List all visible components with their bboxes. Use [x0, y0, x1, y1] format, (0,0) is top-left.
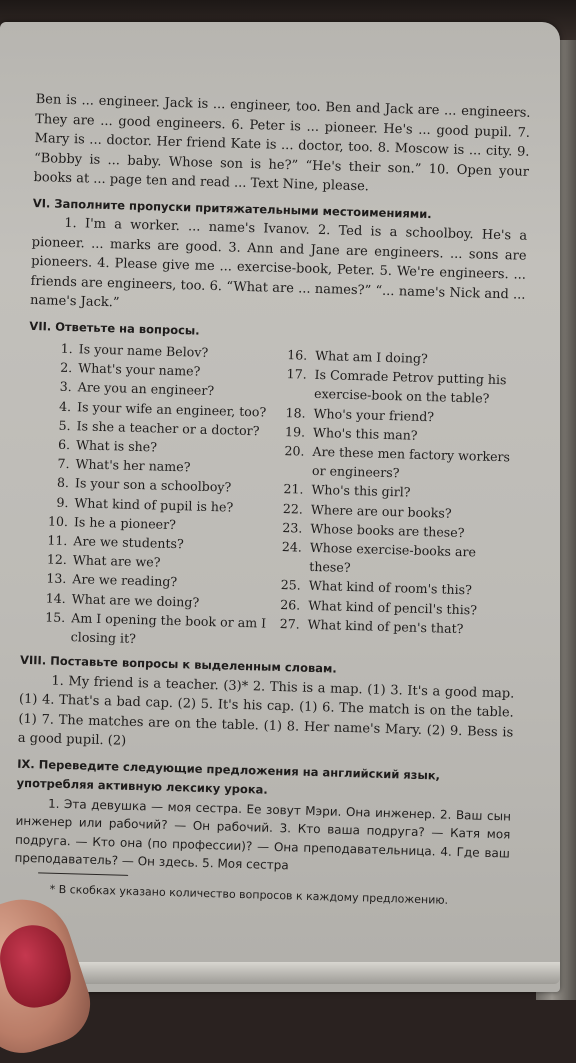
question-text: What kind of pen's that?	[307, 616, 464, 636]
question-number: 22.	[282, 500, 304, 517]
question-number: 6.	[57, 436, 71, 453]
question-text: What is she?	[75, 437, 158, 455]
question-text: Who's this man?	[312, 424, 418, 443]
section-v-end-text: Ben is ... engineer. Jack is ... engineer, too. Ben and Jack are ... engineers. They are ... good engineers. 6. Peter is ... pioneer. He's ... good pupil. 7. Mary is ... doctor. Her friend Kate is ... doctor, too. 8. Moscow is ... city. 9. “Bobby is ... baby. Whose son is he?” “He's their son.” 10. Open your books at ... page ten and read ... Text Nine, please.	[33, 91, 531, 195]
question-number: 16.	[286, 347, 308, 363]
question-text: Is she a teacher or a doctor?	[76, 418, 260, 439]
question-number: 9.	[56, 494, 69, 510]
question-text: What's her name?	[75, 456, 191, 475]
question-text: Are we students?	[73, 533, 184, 552]
question-number: 12.	[46, 551, 68, 568]
question-text: What kind of pencil's this?	[308, 597, 478, 618]
question-number: 1.	[60, 340, 74, 357]
section-ix-text: 1. Эта девушка — моя сестра. Ее зовут Мэри. Она инженер. 2. Ваш сын инженер или рабочий? — Он рабочий. 3. Кто ваша подруга? — Катя моя подруга. — Кто она (по профессии)? — Она преподавательница. 4. Где ваш преподаватель? — Он здесь. 5. Моя сестра	[14, 796, 512, 873]
question-text: Are these men factory workers or engineers?	[311, 443, 511, 481]
question-text: What's your name?	[78, 360, 201, 379]
questions-columns	[20, 338, 523, 659]
question-number: 3.	[59, 379, 72, 395]
question-number: 19.	[284, 423, 306, 440]
page-content	[12, 90, 530, 945]
question-text: Are you an engineer?	[77, 379, 215, 399]
question-text: Whose books are these?	[310, 520, 465, 540]
question-item	[286, 364, 523, 409]
question-number: 17.	[286, 366, 307, 382]
question-text: Who's this girl?	[311, 482, 411, 501]
question-number: 4.	[58, 398, 72, 414]
question-number: 13.	[46, 570, 67, 587]
question-text: What are we?	[72, 552, 161, 570]
question-item	[42, 607, 279, 652]
question-text: What kind of pupil is he?	[74, 494, 234, 515]
question-text: Is your son a schoolboy?	[74, 475, 232, 496]
question-number: 25.	[280, 577, 302, 594]
question-number: 21.	[283, 481, 304, 498]
question-text: Am I opening the book or am I closing it?	[70, 610, 267, 647]
question-text: Is he a pioneer?	[73, 514, 177, 532]
section-vii-heading: VII. Ответьте на вопросы.	[29, 318, 200, 338]
section-vi-heading: VI. Заполните пропуски притяжательными местоимениями.	[32, 195, 432, 221]
footnote: * В скобках указано количество вопросов к каждому предложению.	[49, 882, 449, 907]
section-viii-text: 1. My friend is a teacher. (3)* 2. This is a map. (1) 3. It's a good map. (1) 4. That's a bad cap. (2) 5. It's his cap. (1) 6. The match is on the table. (1) 7. The matches are on the table. (1) 8. Her name's Mary. (2) 9. Bess is a good pupil. (2)	[17, 673, 515, 750]
question-number: 8.	[56, 475, 70, 491]
section-ix-heading: IX. Переведите следующие предложения на английский язык, употребляя активную лексику урока.	[16, 756, 441, 797]
section-vi-text: 1. I'm a worker. ... name's Ivanov. 2. Ted is a schoolboy. He's a pioneer. ... marks are good. 3. Ann and Jane are engineers. ... sons are pioneers. 4. Please give me ... exercise-book, Peter. 5. We're engineers. ... friends are engineers, too. 6. “What are ... names?” “... name's Nick and ... name's Jack.”	[29, 215, 528, 311]
question-text: Is your wife an engineer, too?	[76, 398, 267, 420]
question-number: 15.	[45, 609, 66, 625]
section-viii-heading: VIII. Поставьте вопросы к выделенным словам.	[19, 653, 337, 676]
footnote-divider	[38, 872, 128, 876]
question-number: 10.	[47, 513, 69, 529]
question-text: Are we reading?	[72, 571, 178, 590]
question-number: 24.	[281, 539, 303, 555]
question-text: Where are our books?	[310, 501, 452, 521]
question-text: What are we doing?	[71, 590, 200, 610]
question-text: What am I doing?	[314, 347, 429, 367]
question-number: 11.	[47, 532, 68, 549]
question-item	[281, 537, 518, 582]
questions-left-column	[20, 338, 287, 652]
question-number: 2.	[60, 359, 73, 376]
question-number: 23.	[282, 519, 303, 536]
question-number: 20.	[284, 443, 305, 459]
question-number: 26.	[280, 596, 301, 613]
question-item	[284, 441, 521, 486]
question-number: 14.	[45, 590, 67, 606]
question-text: What kind of room's this?	[308, 578, 473, 598]
page-edge	[60, 962, 560, 984]
questions-right-column	[279, 345, 524, 659]
question-text: Is Comrade Petrov putting his exercise-book on the table?	[313, 367, 507, 407]
question-text: Who's your friend?	[313, 405, 435, 424]
question-number: 5.	[58, 417, 71, 433]
question-number: 7.	[57, 455, 70, 472]
question-text: Is your name Belov?	[78, 341, 209, 360]
question-number: 27.	[279, 615, 300, 632]
question-text: Whose exercise-books are these?	[309, 539, 477, 576]
question-number: 18.	[285, 404, 306, 421]
